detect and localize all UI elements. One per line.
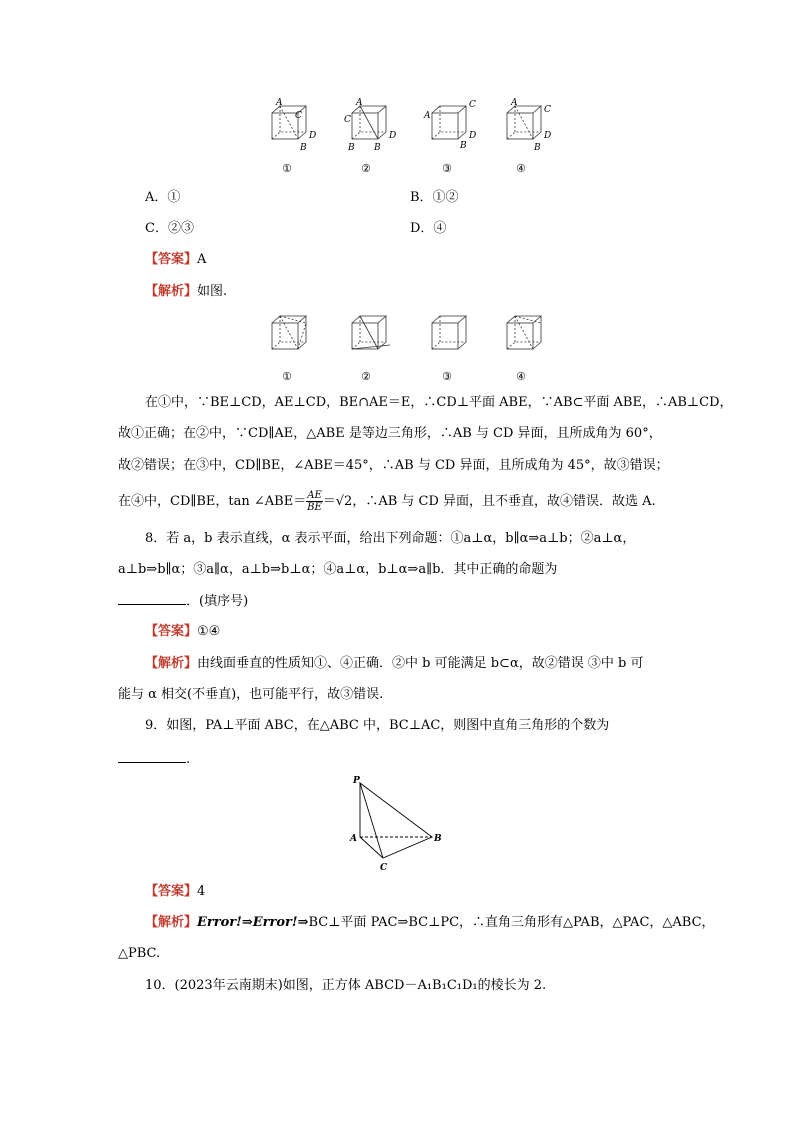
- tetra-label-B: B: [434, 834, 442, 844]
- frac-bottom: BE: [307, 502, 322, 513]
- figure-cubes-2: [262, 305, 562, 385]
- q8-analysis-text: 由线面垂直的性质知①、④正确．②中 b 可能满足 b⊂α，故②错误 ③中 b 可: [197, 656, 644, 671]
- q8-answer: [145, 622, 220, 642]
- f2-c4-num: ④: [516, 370, 526, 383]
- c2-label-D: D: [389, 131, 397, 141]
- c1-num: ①: [282, 162, 292, 175]
- q8-stem-3: [118, 592, 248, 612]
- q7-line-1: 在①中，∵BE⊥CD，AE⊥CD，BE∩AE＝E，∴CD⊥平面 ABE，∵AB⊂平面 ABE，∴AB⊥CD，: [145, 395, 733, 410]
- c4-label-C: C: [544, 105, 551, 115]
- option-b: B．①②: [410, 190, 459, 205]
- q7-line-2: 故①正确；在②中，∵CD∥AE，△ABE 是等边三角形，∴AB 与 CD 异面，且所成角为 60°，: [118, 426, 662, 441]
- q8-analysis-2: 能与 α 相交(不垂直)，也可能平行，故③错误.: [118, 687, 384, 702]
- cubes-2-svg: [262, 305, 562, 385]
- q7-answer: [145, 248, 206, 267]
- c4-label-B: B: [534, 143, 541, 153]
- tetra-svg: [345, 775, 455, 875]
- c4-label-A: A: [511, 98, 518, 108]
- q9-answer-value: 4: [197, 884, 206, 899]
- c2-label-A: A: [356, 98, 363, 108]
- c4-label-D: D: [544, 131, 552, 141]
- tetra-label-A: A: [350, 834, 357, 844]
- option-c: C．②③: [145, 221, 194, 236]
- q7-line-4b: ＝√2，∴AB 与 CD 异面，且不垂直，故④错误．故选 A.: [322, 494, 656, 509]
- q9-answer-tag: 【答案】: [145, 884, 198, 899]
- q7-analysis-head: [145, 280, 227, 299]
- option-a: A．①: [145, 190, 181, 205]
- c1-label-D: D: [309, 131, 317, 141]
- q7-line-3: 故②错误；在③中，CD∥BE，∠ABE＝45°，∴AB 与 CD 异面，且所成角为 45°，故③错误；: [118, 458, 669, 473]
- option-d: D．④: [410, 221, 447, 236]
- q9-analysis-tag: 【解析】: [145, 915, 198, 930]
- f2-c2-num: ②: [361, 370, 371, 383]
- tetra-label-P: P: [353, 776, 360, 786]
- c2-num: ②: [361, 162, 371, 175]
- q9-analysis-2: △PBC.: [118, 946, 161, 961]
- q8-stem-3-text: ．(填序号): [186, 594, 249, 609]
- q8-analysis-tag: 【解析】: [145, 656, 198, 671]
- c2-label-B: B: [348, 143, 355, 153]
- q9-analysis-1: [145, 913, 715, 933]
- c1-label-C: C: [295, 111, 302, 121]
- cubes-1-svg: [262, 98, 562, 178]
- q9-answer: [145, 882, 205, 902]
- q9-stem-1: 9．如图，PA⊥平面 ABC，在△ABC 中，BC⊥AC，则图中直角三角形的个数为: [145, 718, 610, 733]
- f2-c3-num: ③: [442, 370, 452, 383]
- tetra-label-C: C: [380, 863, 388, 873]
- q9-analysis-text: BC⊥平面 PAC⇒BC⊥PC，∴直角三角形有△PAB，△PAC，△ABC，: [308, 915, 715, 930]
- q7-line-4: [118, 490, 656, 513]
- analysis-intro: 如图.: [197, 284, 228, 299]
- c3-label-B: B: [460, 141, 467, 151]
- q8-stem-1: 8．若 a，b 表示直线，α 表示平面，给出下列命题：①a⊥α，b∥α⇒a⊥b；②a⊥α，: [145, 531, 636, 546]
- q9-stem-2: [118, 750, 190, 770]
- frac-top: AE: [307, 490, 322, 501]
- q8-blank: [118, 592, 186, 605]
- q7-line-4a: 在④中，CD∥BE，tan ∠ABE＝: [118, 494, 307, 509]
- q8-answer-value: ①④: [197, 624, 221, 639]
- c3-label-C: C: [469, 100, 476, 110]
- c4-num: ④: [516, 162, 526, 175]
- q10-stem: 10．(2023年云南期末)如图，正方体 ABCD－A₁B₁C₁D₁的棱长为 2.: [145, 978, 547, 993]
- c3-num: ③: [442, 162, 452, 175]
- c3-label-A: A: [424, 111, 431, 121]
- figure-cubes-1: [262, 98, 562, 178]
- q9-error-text: Error!⇒Error!⇒: [197, 915, 309, 930]
- q8-stem-2: a⊥b⇒b∥α；③a∥α，a⊥b⇒b⊥α；④a⊥α，b⊥α⇒a∥b．其中正确的命题为: [118, 562, 558, 577]
- q9-blank: [118, 750, 186, 763]
- q9-stem-2-text: .: [186, 752, 191, 767]
- c3-label-D: D: [469, 131, 477, 141]
- c2-label-C: C: [344, 115, 351, 125]
- q8-analysis-1: [145, 654, 643, 674]
- q8-answer-tag: 【答案】: [145, 624, 198, 639]
- f2-c1-num: ①: [282, 370, 292, 383]
- answer-value: A: [197, 252, 207, 267]
- c2-label-B2: B: [374, 143, 381, 153]
- answer-tag: 【答案】: [145, 252, 198, 267]
- figure-tetrahedron: [345, 775, 455, 875]
- c1-label-B: B: [300, 143, 307, 153]
- fraction: [306, 490, 323, 513]
- analysis-tag: 【解析】: [145, 284, 198, 299]
- c1-label-A: A: [276, 98, 283, 108]
